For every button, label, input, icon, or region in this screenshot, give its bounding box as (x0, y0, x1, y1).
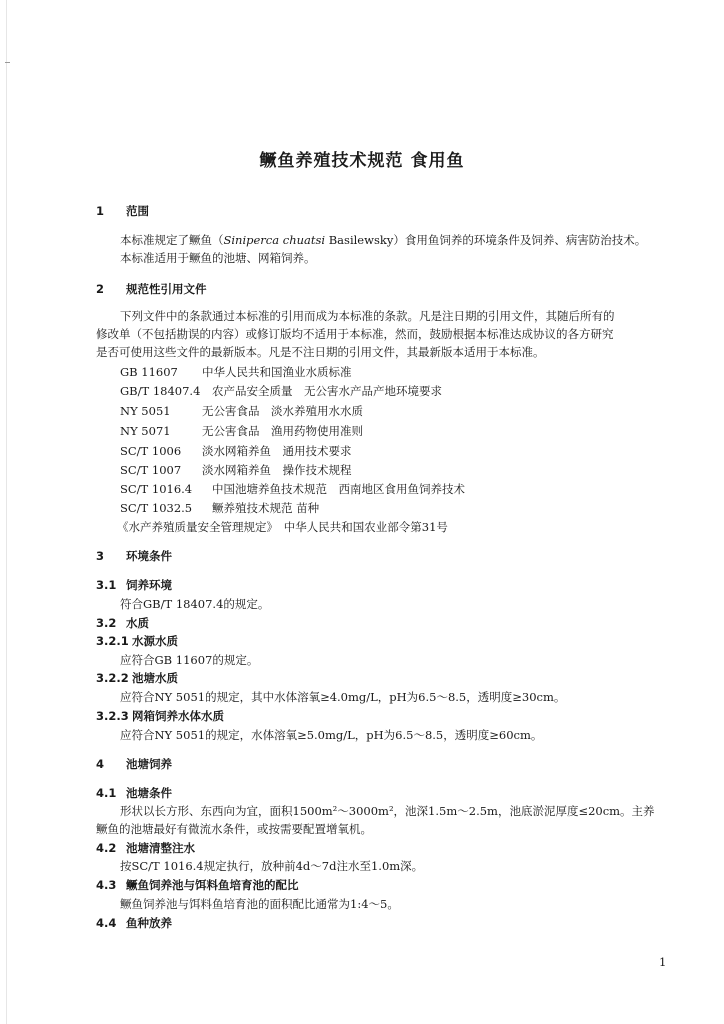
section-4-1-line-2: 鳜鱼的池塘最好有微流水条件，或按需要配置增氧机。 (96, 822, 372, 836)
section-number: 4.2 (96, 841, 117, 855)
section-number: 2 (96, 282, 105, 296)
reference-item (120, 500, 319, 516)
section-4-4-heading (96, 915, 172, 931)
section-title: 规范性引用文件 (126, 282, 207, 296)
section-number: 3.2.3 (96, 709, 129, 723)
section-3-2-heading (96, 615, 149, 631)
section-4-1-heading (96, 785, 172, 801)
section-1-paragraph-1 (120, 232, 646, 248)
reference-code: NY 5051 (120, 404, 171, 418)
section-title: 鱼种放养 (126, 916, 172, 930)
reference-title: 淡水网箱养鱼 通用技术要求 (202, 444, 352, 458)
section-number: 4.1 (96, 786, 117, 800)
section-3-1-text: 符合GB/T 18407.4的规定。 (120, 597, 270, 611)
section-number: 3.2.1 (96, 634, 129, 648)
reference-title: 鳜养殖技术规范 苗种 (212, 501, 320, 515)
latin-name: Siniperca chuatsi (223, 233, 326, 247)
section-3-2-3-heading (96, 708, 224, 724)
section-number: 3.1 (96, 578, 117, 592)
section-3-2-3-text: 应符合NY 5051的规定，水体溶氧≥5.0mg/L，pH为6.5～8.5，透明度≥60cm。 (120, 728, 543, 742)
section-4-2-text: 按SC/T 1016.4规定执行，放种前4d～7d注水至1.0m深。 (120, 859, 424, 873)
text-run: Basilewsky）食用鱼饲养的环境条件及饲养、病害防治技术。 (325, 233, 647, 247)
section-title: 网箱饲养水体水质 (132, 709, 224, 723)
section-title: 环境条件 (126, 549, 172, 563)
section-title: 鳜鱼饲养池与饵料鱼培育池的配比 (126, 878, 299, 892)
document-title: 鳜鱼养殖技术规范 食用鱼 (259, 151, 465, 171)
section-4-3-heading (96, 877, 299, 893)
reference-code: SC/T 1007 (120, 463, 182, 477)
section-title: 水质 (126, 616, 149, 630)
reference-item (120, 364, 352, 380)
section-number: 4 (96, 757, 105, 771)
section-number: 4.4 (96, 916, 117, 930)
reference-title: 中国池塘养鱼技术规范 西南地区食用鱼饲养技术 (212, 482, 465, 496)
section-2-line-2: 修改单（不包括勘误的内容）或修订版均不适用于本标准，然而，鼓励根据本标准达成协议的各方研究 (96, 327, 614, 341)
reference-code: SC/T 1032.5 (120, 501, 193, 515)
reference-item: 《水产养殖质量安全管理规定》 中华人民共和国农业部令第31号 (117, 520, 448, 534)
reference-code: SC/T 1016.4 (120, 482, 193, 496)
section-title: 范围 (126, 204, 149, 218)
section-1-paragraph-2: 本标准适用于鳜鱼的池塘、网箱饲养。 (120, 251, 316, 265)
reference-item (120, 403, 363, 419)
section-title: 池塘水质 (132, 671, 178, 685)
section-3-2-1-heading (96, 633, 178, 649)
section-number: 3 (96, 549, 105, 563)
section-number: 1 (96, 204, 105, 218)
section-title: 饲养环境 (126, 578, 172, 592)
section-3-1-heading (96, 577, 172, 593)
text-run: 本标准规定了鳜鱼（ (120, 233, 224, 247)
reference-item (120, 423, 363, 439)
reference-title: 无公害食品 淡水养殖用水水质 (202, 404, 363, 418)
section-title: 水源水质 (132, 634, 178, 648)
section-number: 4.3 (96, 878, 117, 892)
reference-code: NY 5071 (120, 424, 171, 438)
section-2-line-3: 是否可使用这些文件的最新版本。凡是不注日期的引用文件，其最新版本适用于本标准。 (96, 345, 545, 359)
reference-item (120, 383, 442, 399)
reference-item (120, 443, 352, 459)
section-1-heading (96, 203, 149, 219)
reference-title: 农产品安全质量 无公害水产品产地环境要求 (212, 384, 442, 398)
reference-code: SC/T 1006 (120, 444, 182, 458)
section-3-2-1-text: 应符合GB 11607的规定。 (120, 653, 259, 667)
reference-title: 无公害食品 渔用药物使用准则 (202, 424, 363, 438)
page-number: 1 (659, 955, 667, 969)
reference-title: 中华人民共和国渔业水质标准 (202, 365, 352, 379)
reference-code: GB/T 18407.4 (120, 384, 201, 398)
section-title: 池塘饲养 (126, 757, 172, 771)
section-4-3-text: 鳜鱼饲养池与饵料鱼培育池的面积配比通常为1:4～5。 (120, 897, 399, 911)
section-3-2-2-heading (96, 670, 178, 686)
reference-code: GB 11607 (120, 365, 178, 379)
section-4-1-line-1: 形状以长方形、东西向为宜，面积1500m²～3000m²，池深1.5m～2.5m，池底淤泥厚度≤20cm。主养 (120, 804, 655, 818)
section-3-heading (96, 548, 172, 564)
reference-item (120, 481, 465, 497)
section-title: 池塘清整注水 (126, 841, 195, 855)
reference-item (120, 462, 352, 478)
section-4-2-heading (96, 840, 195, 856)
section-2-heading (96, 281, 207, 297)
section-number: 3.2.2 (96, 671, 129, 685)
reference-title: 淡水网箱养鱼 操作技术规程 (202, 463, 352, 477)
section-2-line-1: 下列文件中的条款通过本标准的引用而成为本标准的条款。凡是注日期的引用文件，其随后所有的 (120, 309, 615, 323)
scan-edge-mark (5, 62, 10, 63)
section-title: 池塘条件 (126, 786, 172, 800)
section-number: 3.2 (96, 616, 117, 630)
section-4-heading (96, 756, 172, 772)
section-3-2-2-text: 应符合NY 5051的规定，其中水体溶氧≥4.0mg/L，pH为6.5～8.5，透明度≥30cm。 (120, 690, 566, 704)
